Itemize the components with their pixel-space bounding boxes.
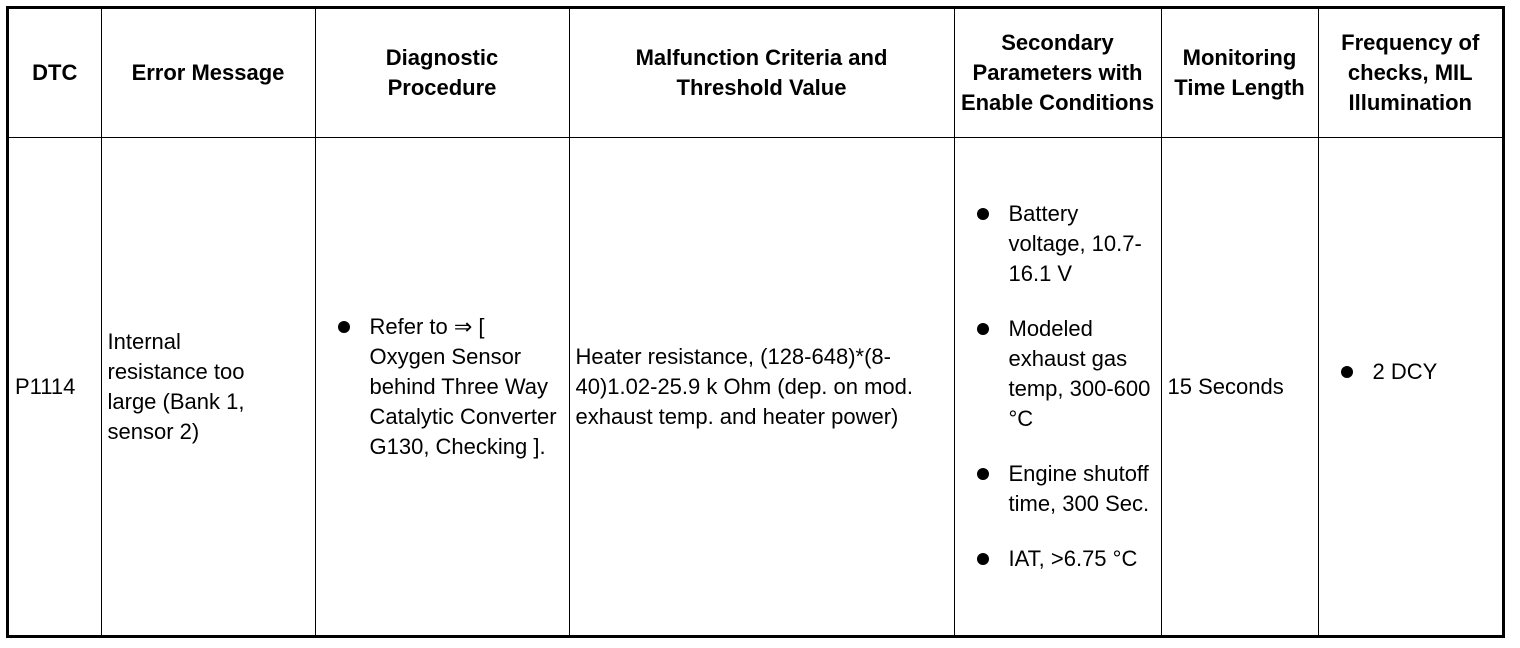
cell-error-message: Internal resistance too large (Bank 1, sensor 2)	[101, 138, 315, 636]
header-frequency: Frequency of checks, MIL Illumination	[1318, 9, 1502, 138]
dtc-table-frame	[6, 6, 1505, 638]
secondary-parameter-item: Engine shutoff time, 300 Sec.	[961, 459, 1155, 519]
cell-dtc: P1114	[9, 138, 101, 636]
cell-monitoring-time: 15 Seconds	[1161, 138, 1318, 636]
secondary-parameter-item: Battery voltage, 10.7-16.1 V	[961, 199, 1155, 289]
diagnostic-procedure-item: Refer to ⇒ [ Oxygen Sensor behind Three Way Catalytic Converter G130, Checking ].	[322, 312, 563, 462]
frequency-list	[1325, 357, 1497, 387]
header-diagnostic-procedure: Diagnostic Procedure	[315, 9, 569, 138]
table-row	[9, 138, 1502, 636]
cell-secondary-parameters	[954, 138, 1161, 636]
header-dtc: DTC	[9, 9, 101, 138]
secondary-parameter-item: Modeled exhaust gas temp, 300-600 °C	[961, 314, 1155, 434]
header-error-message: Error Message	[101, 9, 315, 138]
cell-frequency	[1318, 138, 1502, 636]
cell-malfunction-criteria: Heater resistance, (128-648)*(8-40)1.02-25.9 k Ohm (dep. on mod. exhaust temp. and heater power)	[569, 138, 954, 636]
secondary-parameter-item: IAT, >6.75 °C	[961, 544, 1155, 574]
frequency-item: 2 DCY	[1325, 357, 1497, 387]
header-monitoring-time: Monitoring Time Length	[1161, 9, 1318, 138]
diagnostic-procedure-list	[322, 312, 563, 462]
cell-diagnostic-procedure	[315, 138, 569, 636]
header-secondary-parameters: Secondary Parameters with Enable Conditions	[954, 9, 1161, 138]
dtc-table	[9, 9, 1502, 635]
header-row	[9, 9, 1502, 138]
header-malfunction-criteria: Malfunction Criteria and Threshold Value	[569, 9, 954, 138]
secondary-parameters-list	[961, 199, 1155, 574]
